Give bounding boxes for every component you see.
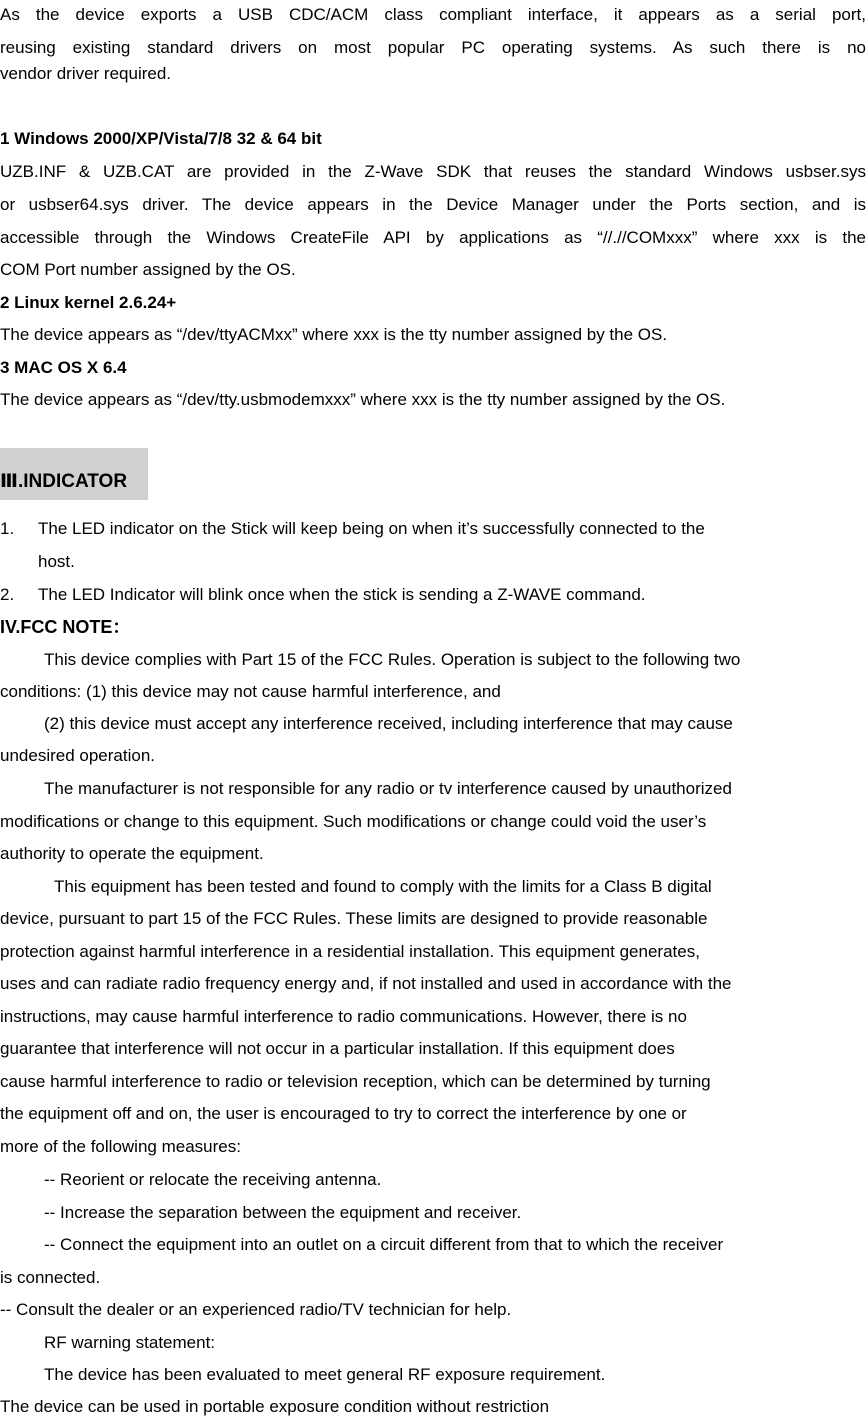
intro-line-3: vendor driver required. — [0, 64, 172, 83]
intro-line-2: reusing existing standard drivers on most popular PC operating systems. As such there is no — [0, 38, 866, 57]
list-item-text-continued: host. — [38, 552, 75, 571]
windows-line-2: or usbser64.sys driver. The device appears in the Device Manager under the Ports section, and is — [0, 195, 866, 214]
mac-heading: 3 MAC OS X 6.4 — [0, 358, 127, 377]
list-item-number: 1. — [0, 519, 15, 538]
fcc-measure: -- Consult the dealer or an experienced radio/TV technician for help. — [0, 1300, 512, 1319]
mac-line: The device appears as “/dev/tty.usbmodemxxx” where xxx is the tty number assigned by the OS. — [0, 390, 726, 409]
fcc-line: more of the following measures: — [0, 1137, 241, 1156]
windows-line-1: UZB.INF & UZB.CAT are provided in the Z-Wave SDK that reuses the standard Windows usbser.sys — [0, 162, 866, 181]
linux-heading: 2 Linux kernel 2.6.24+ — [0, 293, 177, 312]
indicator-heading: Ⅲ.INDICATOR — [0, 471, 128, 492]
fcc-line: The device can be used in portable exposure condition without restriction — [0, 1397, 550, 1416]
fcc-heading: IV.FCC NOTE： — [0, 617, 131, 637]
fcc-line: protection against harmful interference in a residential installation. This equipment generates, — [0, 942, 700, 961]
windows-line-4: COM Port number assigned by the OS. — [0, 260, 296, 279]
fcc-line: This equipment has been tested and found to comply with the limits for a Class B digital — [54, 877, 712, 896]
fcc-line: The manufacturer is not responsible for any radio or tv interference caused by unauthorized — [44, 779, 732, 798]
fcc-line: authority to operate the equipment. — [0, 844, 264, 863]
intro-line-1: As the device exports a USB CDC/ACM class compliant interface, it appears as a serial port, — [0, 5, 866, 24]
fcc-line: instructions, may cause harmful interference to radio communications. However, there is no — [0, 1007, 687, 1026]
fcc-line: cause harmful interference to radio or television reception, which can be determined by turning — [0, 1072, 711, 1091]
fcc-line: (2) this device must accept any interference received, including interference that may cause — [44, 714, 733, 733]
fcc-line: This device complies with Part 15 of the FCC Rules. Operation is subject to the following two — [44, 650, 741, 669]
fcc-line: device, pursuant to part 15 of the FCC Rules. These limits are designed to provide reasonable — [0, 909, 708, 928]
fcc-measure: -- Increase the separation between the equipment and receiver. — [44, 1203, 522, 1222]
fcc-measure: -- Reorient or relocate the receiving antenna. — [44, 1170, 382, 1189]
windows-heading: 1 Windows 2000/XP/Vista/7/8 32 & 64 bit — [0, 129, 322, 148]
fcc-line: uses and can radiate radio frequency energy and, if not installed and used in accordance with the — [0, 974, 732, 993]
fcc-line: modifications or change to this equipment. Such modifications or change could void the user’s — [0, 812, 707, 831]
fcc-line: The device has been evaluated to meet general RF exposure requirement. — [44, 1365, 606, 1384]
linux-line: The device appears as “/dev/ttyACMxx” where xxx is the tty number assigned by the OS. — [0, 325, 668, 344]
windows-line-3: accessible through the Windows CreateFile API by applications as “//.//COMxxx” where xxx is the — [0, 228, 866, 247]
fcc-measure: -- Connect the equipment into an outlet on a circuit different from that to which the receiver — [44, 1235, 724, 1254]
rf-warning-title: RF warning statement: — [44, 1333, 216, 1352]
list-item-text: The LED indicator on the Stick will keep being on when it’s successfully connected to the — [38, 519, 705, 538]
fcc-line: undesired operation. — [0, 746, 156, 765]
fcc-line: conditions: (1) this device may not cause harmful interference, and — [0, 682, 501, 701]
fcc-line: is connected. — [0, 1268, 101, 1287]
list-item-number: 2. — [0, 585, 15, 604]
fcc-line: the equipment off and on, the user is encouraged to try to correct the interference by one or — [0, 1104, 687, 1123]
fcc-line: guarantee that interference will not occur in a particular installation. If this equipment does — [0, 1039, 675, 1058]
list-item-text: The LED Indicator will blink once when the stick is sending a Z-WAVE command. — [38, 585, 646, 604]
